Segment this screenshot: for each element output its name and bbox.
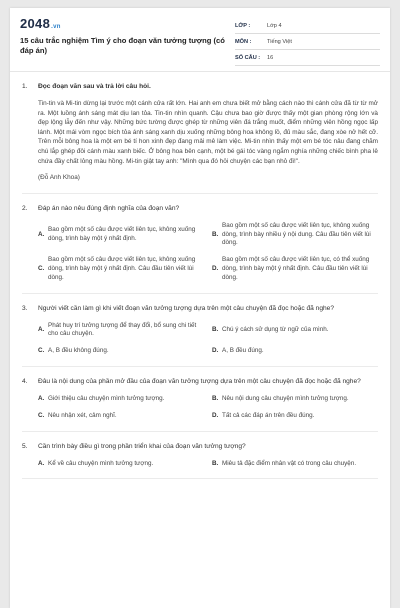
option-text: Kể về câu chuyện mình tưởng tượng.	[48, 459, 154, 467]
passage-author: (Đỗ Anh Khoa)	[38, 174, 80, 182]
answer-options	[22, 460, 378, 469]
answer-option-d[interactable]	[212, 412, 378, 421]
meta-row-subject	[235, 34, 380, 50]
logo-text: 2048	[20, 16, 51, 31]
question-text: Cần trình bày điều gì trong phần triển khai của đoạn văn tưởng tượng?	[38, 442, 246, 450]
answer-option-d[interactable]	[212, 347, 378, 356]
document-title: 15 câu trắc nghiệm Tìm ý cho đoạn văn tưởng tượng (có đáp án)	[20, 36, 225, 55]
option-text: A, B đều đúng.	[222, 347, 264, 355]
question-text: Đáp án nào nêu đúng định nghĩa của đoạn văn?	[38, 204, 180, 212]
meta-label: MÔN :	[235, 38, 252, 45]
question-3	[22, 304, 378, 367]
option-letter: A.	[38, 325, 45, 333]
meta-row-class	[235, 18, 380, 34]
option-letter: B.	[212, 459, 219, 467]
document-page	[10, 8, 390, 608]
answer-option-c[interactable]	[38, 347, 204, 356]
answer-option-c[interactable]	[38, 412, 204, 421]
answer-options	[22, 222, 378, 283]
option-text: Bao gồm một số câu được viết liên tục, không xuống dòng, trình bày một ý nhất định.	[48, 226, 196, 242]
question-2	[22, 204, 378, 294]
meta-value: Tiếng Việt	[267, 38, 292, 45]
question-header	[22, 204, 378, 213]
answer-option-a[interactable]	[38, 460, 204, 469]
option-text: Bao gồm một số câu được viết liên tục, có thể xuống dòng, trình bày một ý nhất định. Câu đầu tiên viết lùi dòng.	[222, 256, 370, 281]
question-list	[10, 72, 390, 479]
question-4	[22, 377, 378, 432]
option-text: Bao gồm một số câu được viết liên tục, không xuống dòng, trình bày nhiều ý nội dung. Câu đầu tiên viết lùi dòng.	[222, 221, 371, 247]
meta-label: LỚP :	[235, 22, 251, 29]
question-number: 3.	[22, 304, 28, 312]
option-letter: A.	[38, 459, 45, 467]
meta-value: Lớp 4	[267, 22, 282, 29]
answer-option-c[interactable]	[38, 256, 204, 282]
question-number: 2.	[22, 204, 28, 212]
option-text: Giới thiệu câu chuyện mình tưởng tượng.	[48, 394, 165, 402]
option-text: A, B đều không đúng.	[48, 347, 109, 355]
answer-option-b[interactable]	[212, 322, 378, 340]
question-number: 1.	[22, 83, 28, 90]
option-text: Tất cả các đáp án trên đều đúng.	[222, 411, 315, 419]
option-letter: C.	[38, 411, 45, 419]
option-letter: C.	[38, 264, 45, 272]
option-text: Bao gồm một số câu được viết liên tục, không xuống dòng, trình bày một ý nhất định. Câu đầu tiên viết lùi dòng.	[48, 256, 196, 281]
answer-option-b[interactable]	[212, 222, 378, 248]
option-text: Nêu nhận xét, cảm nghĩ.	[48, 411, 117, 419]
option-text: Miêu tả đặc điểm nhân vật có trong câu chuyện.	[222, 459, 357, 467]
question-text: Người viết cần làm gì khi viết đoạn văn tưởng tượng dựa trên một câu chuyện đã đọc hoặc đã nghe?	[38, 304, 335, 312]
question-header	[22, 442, 378, 451]
question-1	[22, 82, 378, 194]
passage-paragraph: Tin-tin và Mi-tin dừng lại trước một cánh cửa rất lớn. Hai anh em chưa biết mở bằng cách nào thì cánh cửa đã từ từ mở ra. Một luồng ánh sáng mát dịu lan tỏa. Tin-tin nhìn quanh. Cậu chưa bao giờ được thấy một gian phòng rộng lớn và đẹp lộng lẫy đến như vậy. Những bức tường được ghép từ những viên đá trắng muốt, điểm những viên hồng ngọc lấp lánh. Một mái vòm ngọc bích tỏa ánh sáng xanh dịu xuống những bông hoa không lồ, đủ màu sắc, đang xòe nở hết cỡ. Trên mỗi bông hoa là một em bé tí hon xinh đẹp đang mải mê làm việc. Mi-tin nhìn thấy một em bé tóc nâu đang chăm chú lắp ghép đôi cánh màu xanh biếc. Ở bông hoa bên cạnh, một bé gái tóc vàng ngắm nghía những chiếc bình pha lê chứa đầy chất lỏng màu hồng. Mi-tin giật tay anh: "Mình qua đó hỏi chuyện các bạn nhỏ đi!".	[38, 100, 378, 165]
option-text: Nêu nội dung câu chuyện mình tưởng tượng.	[222, 394, 349, 402]
meta-row-count	[235, 50, 380, 66]
meta-value: 16	[267, 54, 274, 61]
question-5	[22, 442, 378, 480]
question-text: Đâu là nội dung của phần mở đầu của đoạn văn tưởng tượng dựa trên một câu chuyện đã đọc hoặc đã nghe?	[38, 377, 361, 385]
meta-label: SỐ CÂU :	[235, 54, 261, 61]
answer-options	[22, 322, 378, 356]
question-text: Đọc đoạn văn sau và trả lời câu hỏi.	[38, 83, 151, 90]
option-letter: B.	[212, 230, 219, 238]
answer-option-a[interactable]	[38, 322, 204, 340]
site-logo[interactable]	[20, 16, 61, 31]
answer-option-b[interactable]	[212, 460, 378, 469]
question-number: 4.	[22, 377, 28, 385]
option-letter: A.	[38, 230, 45, 238]
question-header	[22, 304, 378, 313]
question-header	[22, 82, 378, 91]
document-header	[10, 8, 390, 72]
logo-suffix: .vn	[51, 24, 61, 30]
option-letter: B.	[212, 325, 219, 333]
option-text: Phát huy trí tưởng tượng để thay đổi, bổ sung chi tiết cho câu chuyện.	[48, 321, 197, 338]
answer-option-a[interactable]	[38, 395, 204, 404]
option-letter: C.	[38, 347, 45, 355]
option-letter: D.	[212, 264, 219, 272]
option-letter: A.	[38, 394, 45, 402]
option-letter: D.	[212, 411, 219, 419]
reading-passage	[22, 99, 378, 183]
option-text: Chú ý cách sử dụng từ ngữ của mình.	[222, 325, 329, 333]
answer-option-b[interactable]	[212, 395, 378, 404]
answer-option-d[interactable]	[212, 256, 378, 282]
answer-options	[22, 395, 378, 421]
option-letter: D.	[212, 347, 219, 355]
question-number: 5.	[22, 442, 28, 450]
answer-option-a[interactable]	[38, 222, 204, 248]
option-letter: B.	[212, 394, 219, 402]
question-header	[22, 377, 378, 386]
document-meta	[235, 18, 380, 66]
